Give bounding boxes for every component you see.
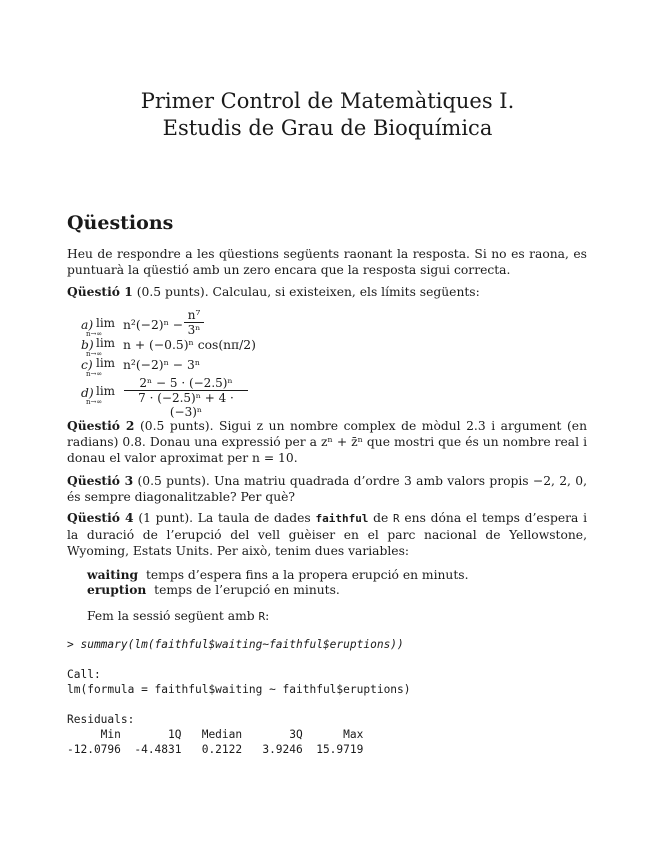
code-residuals-values: -12.0796 -4.4831 0.2122 3.9246 15.9719 [67, 743, 364, 756]
question-3-label: Qüestió 3 [67, 473, 134, 488]
variable-eruption [87, 582, 587, 598]
code-command: > summary(lm(faithful$waiting~faithful$eruptions)) [67, 638, 404, 651]
code-residuals: Residuals: [67, 713, 135, 726]
expr-c: n²(−2)ⁿ − 3ⁿ [123, 358, 201, 372]
question-3 [67, 473, 587, 505]
variable-eruption-name: eruption [87, 582, 147, 597]
document-title: Primer Control de Matemàtiques I. [140, 89, 515, 113]
lim-d-sub: n→∞ [86, 398, 103, 406]
r-software: R [393, 512, 400, 525]
expr-d-frac [124, 376, 248, 419]
question-2-text: (0.5 punts). Sigui z un nombre complex de mòdul 2.3 i argument (en radians) 0.8. Donau una expressió per a zⁿ + z̄ⁿ que mostri que és un nombre real i donau el valor aproximat per n = 10. [67, 419, 587, 465]
question-4-text-c: ens dóna el temps d’espera i la duració de l’erupció del vell guèiser en el parc nacional de Yellowstone, Wyoming, Estats Units. Per això, tenim dues variables: [67, 511, 587, 558]
code-formula: lm(formula = faithful$waiting ~ faithful$eruptions) [67, 683, 411, 696]
item-d-label: d) [81, 386, 94, 400]
question-4-text-b: de [368, 511, 394, 525]
lim-b: lim [96, 336, 116, 350]
expr-a-frac [184, 308, 204, 337]
item-c-label: c) [81, 358, 93, 372]
variable-waiting-desc: temps d’espera fins a la propera erupció en minuts. [145, 568, 469, 582]
question-1 [67, 284, 587, 300]
intro-paragraph: Heu de respondre a les qüestions següents raonant la resposta. Si no es raona, es puntuarà la qüestió amb un zero encara que la resposta sigui correcta. [67, 247, 587, 277]
question-1-label: Qüestió 1 [67, 284, 133, 299]
question-4-label: Qüestió 4 [67, 510, 134, 525]
expr-d-num: 2ⁿ − 5 · (−2.5)ⁿ [124, 376, 248, 391]
code-residuals-header: Min 1Q Median 3Q Max [67, 728, 364, 741]
question-2 [67, 418, 587, 466]
faithful-dataset: faithful [315, 512, 369, 525]
code-call: Call: [67, 668, 101, 681]
lim-c: lim [96, 356, 116, 370]
expr-b: n + (−0.5)ⁿ cos(nπ/2) [123, 338, 256, 352]
session-text: Fem la sessió següent amb [87, 609, 259, 623]
section-heading: Qüestions [67, 212, 174, 234]
question-4 [67, 510, 587, 559]
session-colon: : [265, 609, 270, 623]
question-2-label: Qüestió 2 [67, 418, 135, 433]
lim-a-sub: n→∞ [86, 330, 103, 338]
question-4-text-a: (1 punt). La taula de dades [133, 511, 316, 525]
expr-d-den: 7 · (−2.5)ⁿ + 4 · (−3)ⁿ [138, 391, 234, 419]
expr-a-num: n⁷ [184, 308, 204, 323]
expr-a-den: 3ⁿ [187, 323, 201, 337]
item-b-label: b) [81, 338, 94, 352]
variable-eruption-desc: temps de l’erupció en minuts. [154, 583, 340, 597]
session-intro [87, 608, 587, 625]
session-r: R [258, 610, 266, 623]
lim-d: lim [96, 384, 116, 398]
document-subtitle: Estudis de Grau de Bioquímica [162, 116, 493, 140]
variable-waiting-name: waiting [87, 567, 139, 582]
lim-c-sub: n→∞ [86, 370, 103, 378]
variable-waiting [87, 567, 587, 583]
item-a-label: a) [81, 318, 94, 332]
question-1-text: (0.5 punts). Calculau, si existeixen, els límits següents: [132, 285, 480, 299]
lim-a: lim [96, 316, 116, 330]
question-3-text: (0.5 punts). Una matriu quadrada d’ordre 3 amb valors propis −2, 2, 0, és sempre diagonalitzable? Per què? [67, 474, 587, 504]
expr-a: n²(−2)ⁿ − [123, 318, 184, 332]
lim-b-sub: n→∞ [86, 350, 103, 358]
